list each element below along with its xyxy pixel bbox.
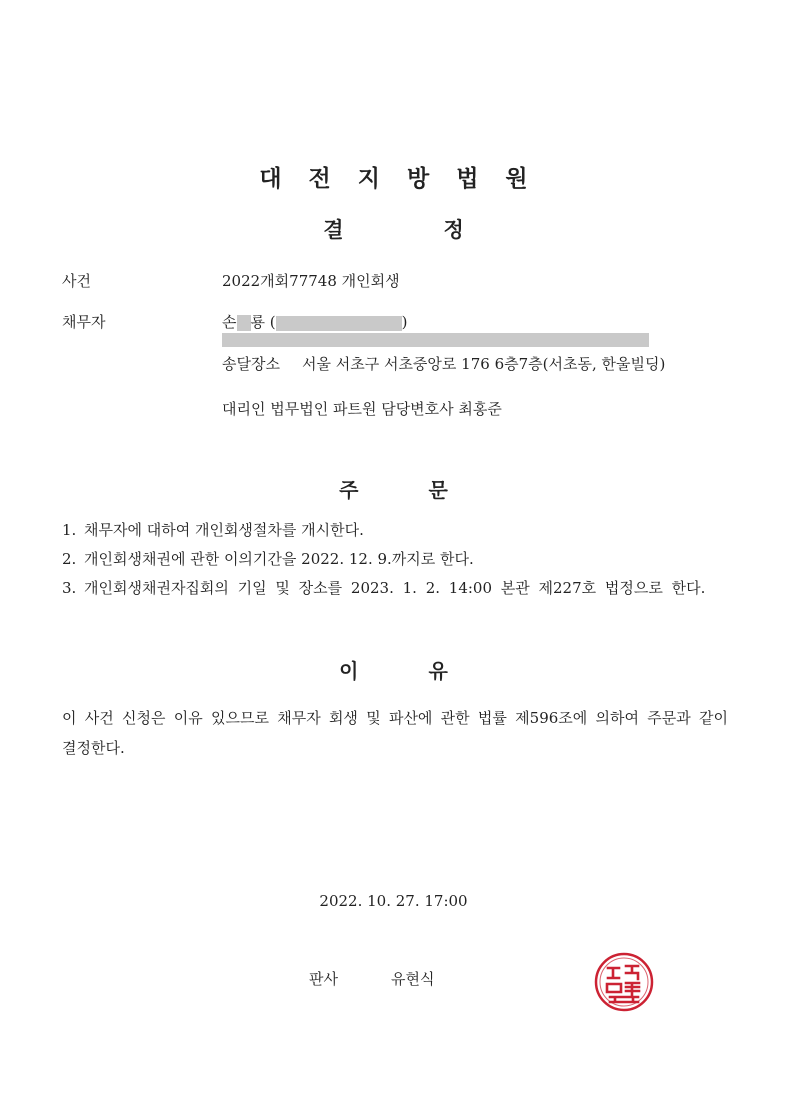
order-item-number: 1.: [62, 521, 77, 539]
order-item-text: 채무자에 대하여 개인회생절차를 개시한다.: [84, 521, 364, 539]
order-list: [62, 516, 728, 603]
debtor-label: 채무자: [62, 313, 106, 331]
redacted-address: [222, 333, 649, 347]
case-number: 2022개회77748 개인회생: [222, 272, 400, 290]
order-item: [62, 545, 728, 574]
order-item: [62, 574, 728, 603]
order-item: [62, 516, 728, 545]
order-title: 주문: [339, 478, 518, 502]
order-item-text: 개인회생채권에 관한 이의기간을 2022. 12. 9.까지로 한다.: [84, 550, 474, 568]
delivery-address: [222, 354, 728, 374]
debtor-id-close: ): [401, 313, 408, 331]
debtor-name-last: 룡: [250, 313, 265, 331]
decision-date: 2022. 10. 27. 17:00: [319, 892, 468, 910]
order-item-number: 2.: [62, 550, 77, 568]
redaction-block: [237, 315, 251, 331]
debtor-name: [222, 311, 408, 332]
order-item-text: 개인회생채권자집회의 기일 및 장소를 2023. 1. 2. 14:00 본관 제227호 법정으로 한다.: [84, 579, 706, 597]
court-seal-icon: [593, 951, 655, 1013]
judge-title: 판사: [309, 970, 338, 988]
document-type: 결정: [323, 218, 564, 242]
order-item-number: 3.: [62, 579, 77, 597]
case-label: 사건: [62, 272, 91, 290]
delivery-address-text: 서울 서초구 서초중앙로 176 6층7층(서초동, 한울빌딩): [301, 355, 666, 373]
judge-name: 유현식: [391, 970, 435, 988]
agent: 대리인 법무법인 파트원 담당변호사 최홍준: [222, 400, 502, 418]
debtor-name-first: 손: [222, 313, 237, 331]
debtor-id-open: (: [269, 313, 276, 331]
court-name: 대전지방법원: [259, 166, 555, 192]
reason-title: 이유: [339, 659, 518, 683]
delivery-label: 송달장소: [222, 355, 280, 373]
redaction-block: [276, 316, 402, 331]
reason-text: 이 사건 신청은 이유 있으므로 채무자 회생 및 파산에 관한 법률 제596조에 의하여 주문과 같이 결정한다.: [62, 709, 728, 757]
